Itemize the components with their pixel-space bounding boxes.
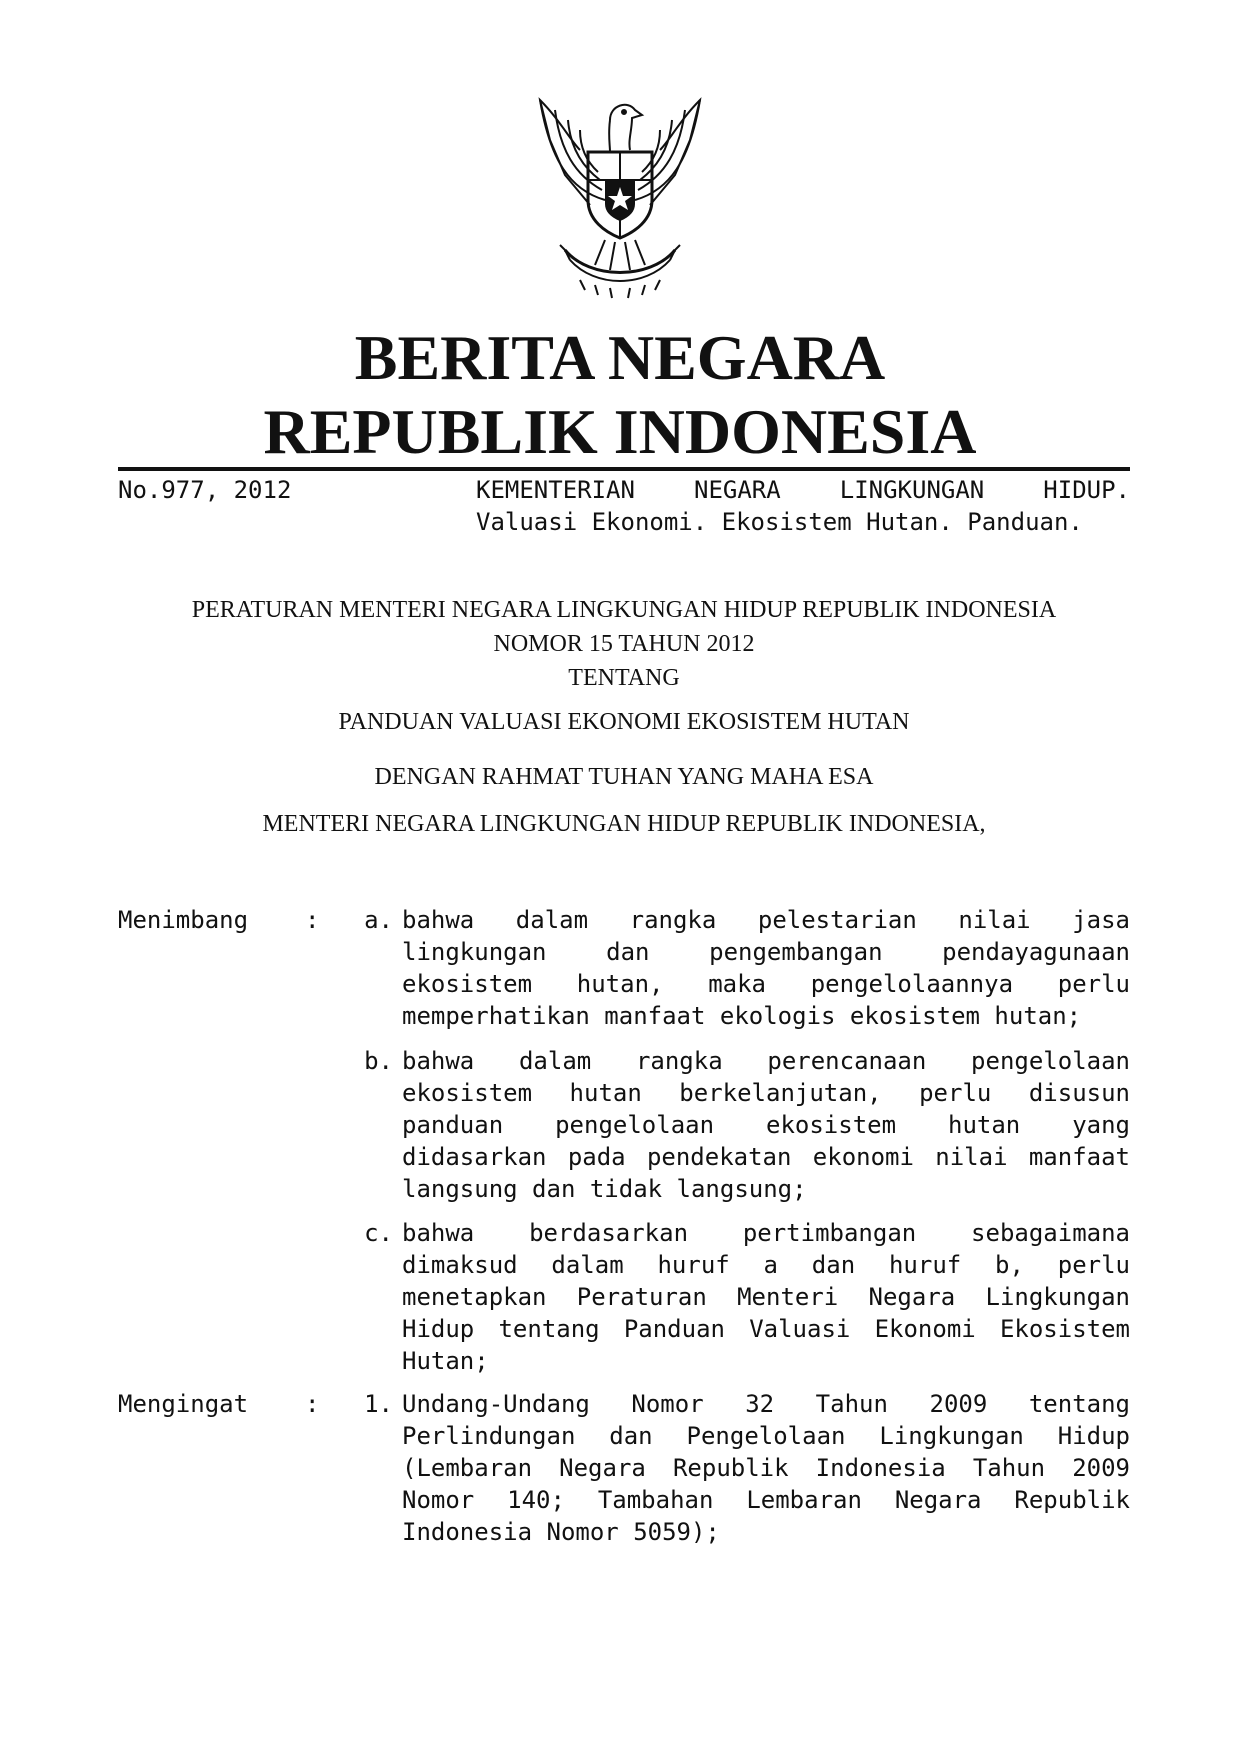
masthead-subtitle: REPUBLIK INDONESIA bbox=[263, 396, 977, 467]
legal-basis-item bbox=[118, 1388, 1130, 1553]
ministry-name: KEMENTERIAN NEGARA LINGKUNGAN HIDUP. bbox=[476, 476, 1130, 504]
legal-basis-colon: : bbox=[305, 1390, 320, 1418]
item-text: bahwa dalam rangka pelestarian nilai jasa lingkungan dan pengembangan pendayagunaan ekosistem hutan, maka pengelolaannya perlu memperhatikan manfaat ekologis ekosistem hutan; bbox=[402, 906, 1130, 1030]
considerations-colon: : bbox=[305, 906, 320, 934]
item-marker: b. bbox=[364, 1047, 393, 1075]
regulation-title: PERATURAN MENTERI NEGARA LINGKUNGAN HIDUP REPUBLIK INDONESIA bbox=[191, 597, 1057, 623]
consideration-item bbox=[118, 904, 1130, 1034]
item-marker: a. bbox=[364, 906, 393, 934]
item-text: bahwa berdasarkan pertimbangan sebagaimana dimaksud dalam huruf a dan huruf b, perlu menetapkan Peraturan Menteri Negara Lingkungan Hidup tentang Panduan Valuasi Ekonomi Ekosistem Hutan; bbox=[402, 1219, 1130, 1375]
garuda-emblem-icon bbox=[510, 80, 730, 300]
consideration-item bbox=[118, 1217, 1130, 1382]
regulation-topic: PANDUAN VALUASI EKONOMI EKOSISTEM HUTAN bbox=[338, 709, 910, 735]
masthead-title: BERITA NEGARA bbox=[354, 322, 886, 393]
legal-basis-label: Mengingat bbox=[118, 1390, 249, 1418]
item-marker: c. bbox=[364, 1219, 393, 1247]
masthead-divider bbox=[118, 467, 1130, 471]
consideration-item bbox=[118, 1045, 1130, 1210]
regulation-about: TENTANG bbox=[568, 665, 680, 691]
item-marker: 1. bbox=[364, 1390, 393, 1418]
considerations-label: Menimbang bbox=[118, 906, 249, 934]
item-text: Undang-Undang Nomor 32 Tahun 2009 tentang Perlindungan dan Pengelolaan Lingkungan Hidup (Lembaran Negara Republik Indonesia Tahun 2009 Nomor 140; Tambahan Lembaran Negara Republik Indonesia Nomor 5059); bbox=[402, 1390, 1130, 1546]
regulation-issuer: MENTERI NEGARA LINGKUNGAN HIDUP REPUBLIK INDONESIA, bbox=[262, 811, 986, 837]
item-text: bahwa dalam rangka perencanaan pengelolaan ekosistem hutan berkelanjutan, perlu disusun panduan pengelolaan ekosistem hutan yang didasarkan pada pendekatan ekonomi nilai manfaat langsung dan tidak langsung; bbox=[402, 1047, 1130, 1203]
gazette-number: No.977, 2012 bbox=[118, 476, 292, 504]
gazette-subject: Valuasi Ekonomi. Ekosistem Hutan. Panduan. bbox=[476, 508, 1083, 536]
regulation-number: NOMOR 15 TAHUN 2012 bbox=[493, 631, 755, 657]
regulation-invocation: DENGAN RAHMAT TUHAN YANG MAHA ESA bbox=[374, 764, 874, 790]
